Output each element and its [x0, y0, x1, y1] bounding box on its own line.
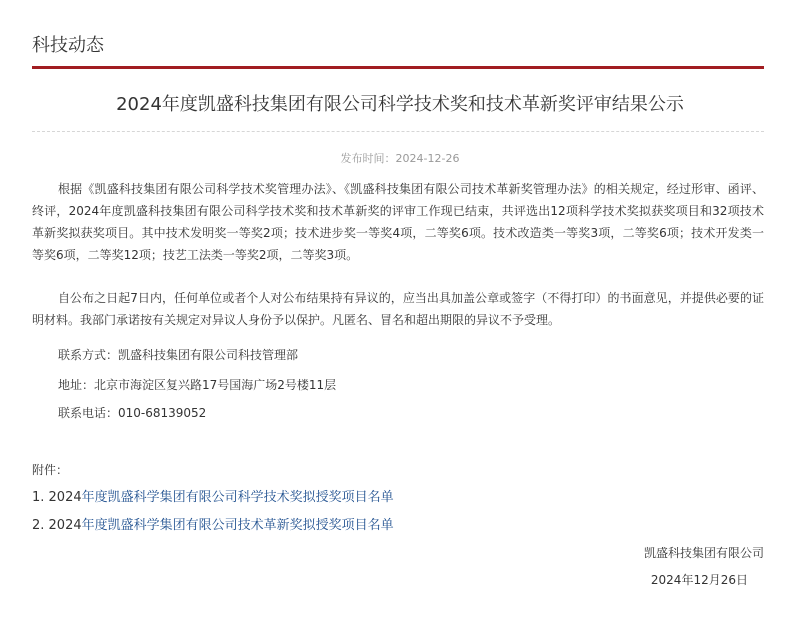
attachment-title: 年度凯盛科学集团有限公司技术革新奖拟授奖项目名单	[81, 518, 394, 533]
contact-method: 联系方式：凯盛科技集团有限公司科技管理部	[58, 348, 299, 362]
signature-org: 凯盛科技集团有限公司	[643, 546, 764, 560]
section-divider	[32, 66, 764, 69]
contact-phone: 联系电话：010-68139052	[58, 406, 207, 420]
attachment-title: 年度凯盛科学集团有限公司科学技术奖拟授奖项目名单	[81, 490, 394, 505]
publish-label: 发布时间：	[340, 152, 396, 165]
publish-meta	[0, 150, 800, 166]
paragraph-objection: 自公布之日起7日内，任何单位或者个人对公布结果持有异议的，应当出具加盖公章或签字（不得打印）的书面意见，并提供必要的证明材料。我部门承诺按有关规定对异议人身份予以保护。凡匿名、冒名和超出期限的异议不予受理。	[32, 291, 764, 327]
attachments-label: 附件：	[32, 463, 69, 477]
publish-date: 2024-12-26	[395, 152, 460, 165]
article-title: 2024年度凯盛科技集团有限公司科学技术奖和技术革新奖评审结果公示	[116, 94, 684, 115]
title-divider	[32, 131, 764, 132]
attachment-number: 2. 2024	[32, 518, 82, 533]
section-title: 科技动态	[32, 35, 104, 56]
attachment-link-innovation-award[interactable]	[32, 514, 394, 533]
attachment-number: 1. 2024	[32, 490, 82, 505]
signature-date: 2024年12月26日	[650, 573, 748, 587]
contact-address: 地址：北京市海淀区复兴路17号国海广场2号楼11层	[58, 378, 337, 392]
paragraph-rules: 根据《凯盛科技集团有限公司科学技术奖管理办法》、《凯盛科技集团有限公司技术革新奖管理办法》的相关规定，经过形审、函评、终评，2024年度凯盛科技集团有限公司科学技术奖和技术革新奖的评审工作现已结束，共评选出12项科学技术奖拟获奖项目和32项技术革新奖拟获奖项目。其中技术发明奖一等奖2项；技术进步奖一等奖4项，二等奖6项。技术改造类一等奖3项，二等奖6项；技术开发类一等奖6项，二等奖12项；技艺工法类一等奖2项，二等奖3项。	[32, 182, 764, 262]
attachment-link-science-award[interactable]	[32, 486, 394, 505]
